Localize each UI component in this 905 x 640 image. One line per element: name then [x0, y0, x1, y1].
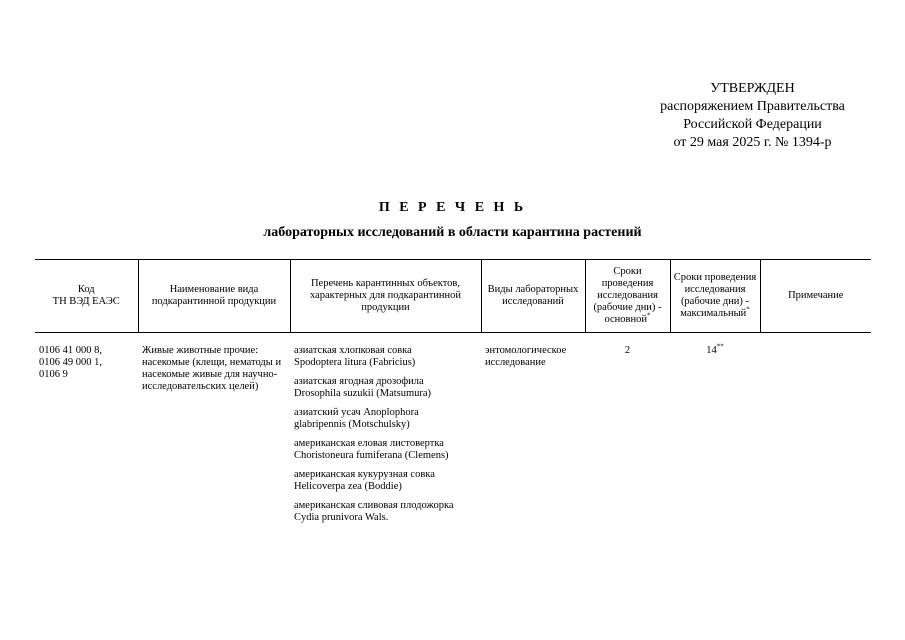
header-code — [35, 260, 138, 333]
cell-method: энтомологическое исследование — [485, 345, 567, 368]
header-objects: Перечень карантинных объектов, характерных для подкарантинной продукции — [290, 260, 481, 333]
header-term-main-footnote: * — [647, 311, 651, 320]
header-code-line-1: Код — [77, 284, 95, 295]
header-method: Виды лабораторных исследований — [481, 260, 585, 333]
object-latin: Drosophila suzukii (Matsumura) — [294, 388, 432, 399]
term-max-footnote: ** — [716, 342, 724, 351]
cell-term-main: 2 — [624, 345, 631, 356]
object-latin: Cydia prunivora Wals. — [294, 512, 389, 523]
quarantine-object — [294, 376, 477, 400]
code-line-1: 0106 41 000 8, — [39, 345, 102, 356]
object-latin: Spodoptera litura (Fabricius) — [294, 357, 416, 368]
approval-line-4: от 29 мая 2025 г. № 1394-р — [673, 135, 832, 150]
header-term-max — [670, 260, 760, 333]
term-max-value: 14 — [706, 345, 717, 356]
object-latin: Choristoneura fumiferana (Clemens) — [294, 450, 449, 461]
cell-term-max — [670, 333, 760, 532]
header-term-max-text: Сроки проведения исследования (рабочие дни) - максимальный — [673, 272, 757, 319]
quarantine-object — [294, 407, 477, 431]
header-term-main-text: Сроки проведения исследования (рабочие дни) - основной — [593, 266, 662, 325]
approval-line-3: Российской Федерации — [683, 117, 822, 132]
approval-line-2: распоряжением Правительства — [660, 99, 845, 114]
header-code-line-2: ТН ВЭД ЕАЭС — [52, 296, 120, 307]
cell-codes — [35, 333, 138, 532]
cell-objects — [290, 333, 481, 532]
table-header-row — [35, 260, 871, 333]
header-term-main — [585, 260, 670, 333]
object-name: американская сливовая плодожорка — [294, 500, 454, 511]
approval-stamp — [620, 80, 885, 152]
header-product: Наименование вида подкарантинной продукции — [138, 260, 290, 333]
document-subtitle: лабораторных исследований в области карантина растений — [263, 225, 642, 240]
object-latin: Helicoverpa zea (Boddie) — [294, 481, 402, 492]
object-name: азиатская ягодная дрозофила — [294, 376, 424, 387]
quarantine-object — [294, 438, 477, 462]
object-name: американская кукурузная совка — [294, 469, 435, 480]
cell-product: Живые животные прочие: насекомые (клещи, нематоды и насекомые живые для научно-исследовательских целей) — [142, 345, 282, 392]
object-name: американская еловая листовертка — [294, 438, 444, 449]
object-name: азиатский усач Anoplophora — [294, 407, 419, 418]
approval-line-1: УТВЕРЖДЕН — [710, 81, 795, 96]
object-name: азиатская хлопковая совка — [294, 345, 412, 356]
header-note: Примечание — [760, 260, 871, 333]
object-latin: glabripennis (Motschulsky) — [294, 419, 410, 430]
header-term-max-footnote: * — [746, 305, 750, 314]
document-title: П Е Р Е Ч Е Н Ь — [378, 200, 527, 215]
cell-note — [760, 333, 871, 532]
quarantine-object — [294, 345, 477, 369]
quarantine-object — [294, 469, 477, 493]
inspection-table — [35, 259, 871, 531]
table-row — [35, 333, 871, 532]
code-line-3: 0106 9 — [39, 369, 68, 380]
quarantine-object — [294, 500, 477, 524]
code-line-2: 0106 49 000 1, — [39, 357, 102, 368]
